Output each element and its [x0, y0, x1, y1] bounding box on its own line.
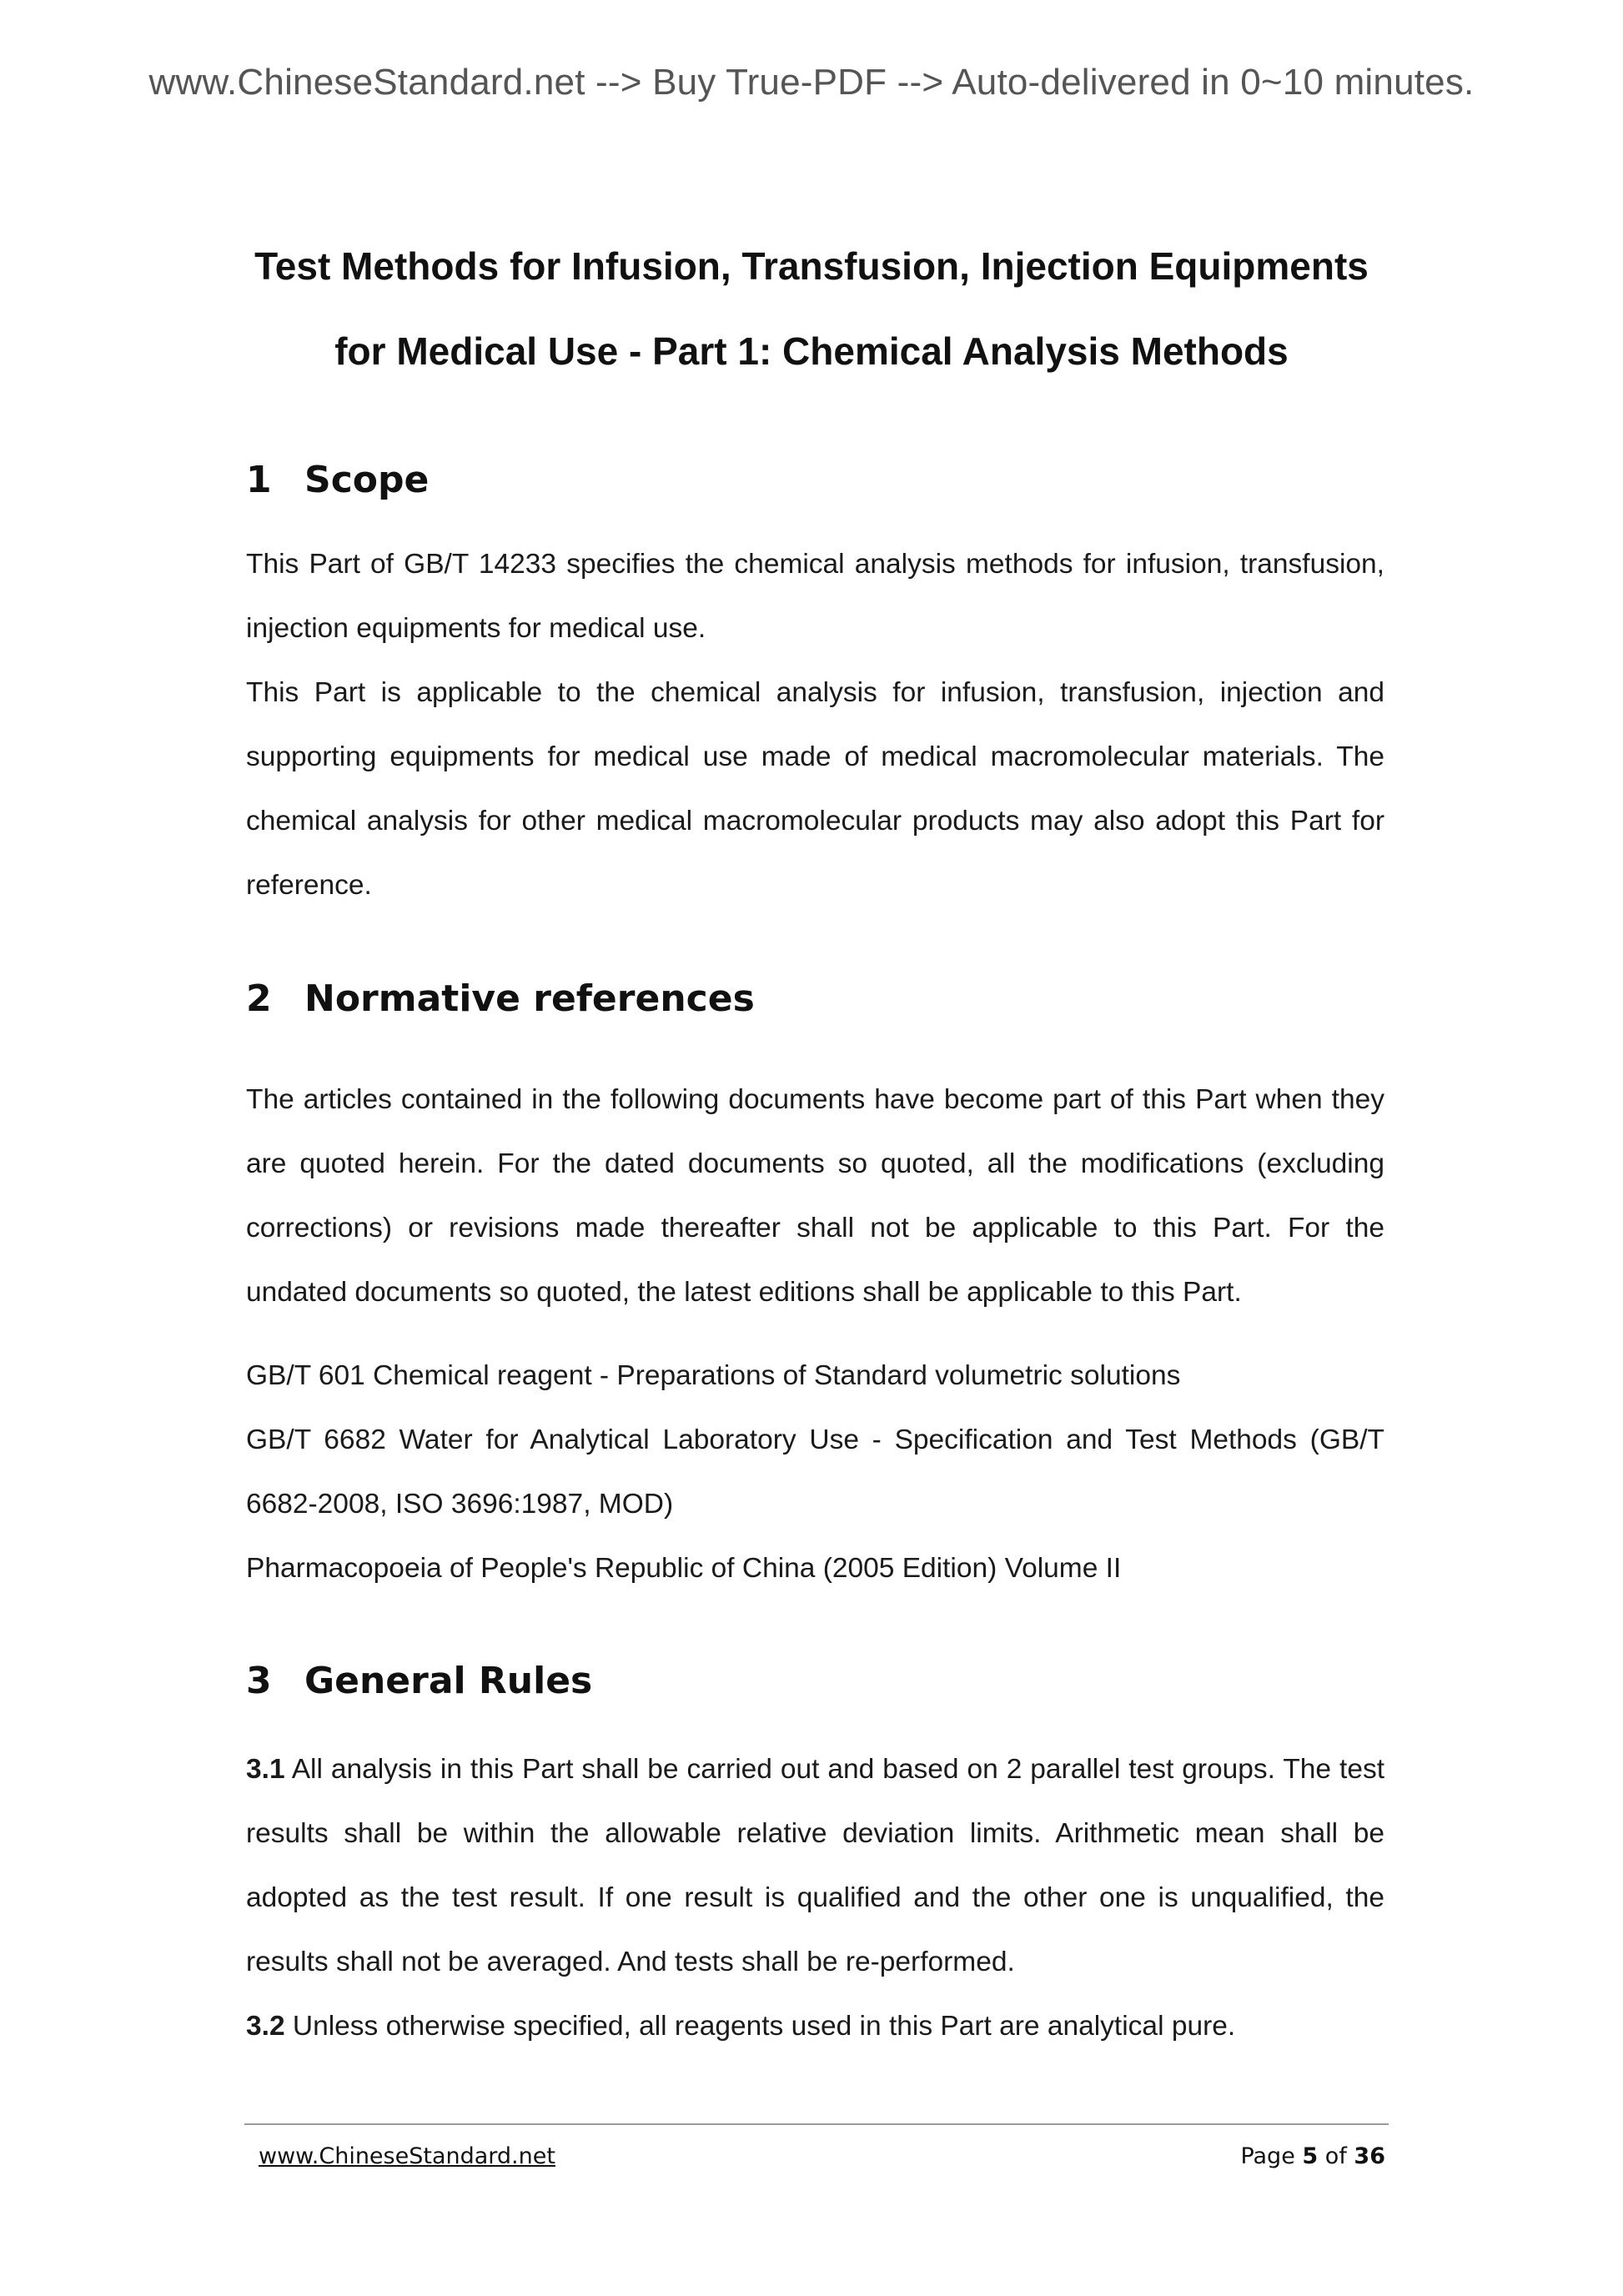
reference-item: GB/T 6682 Water for Analytical Laboratory Use - Specification and Test Methods (GB/T 6682-2008, ISO 3696:1987, MOD) [246, 1424, 1384, 1520]
document-title-line-2: for Medical Use - Part 1: Chemical Analysis Methods [334, 329, 1289, 373]
page-label: Page [1240, 2143, 1295, 2169]
general-rule-3-1 [246, 1737, 1384, 1994]
reference-item: Pharmacopoeia of People's Republic of China (2005 Edition) Volume II [246, 1553, 1122, 1584]
section-title: Normative references [304, 977, 755, 1020]
current-page: 5 [1302, 2143, 1319, 2169]
page-of-label: of [1324, 2143, 1347, 2169]
rule-text: Unless otherwise specified, all reagents used in this Part are analytical pure. [292, 2011, 1236, 2042]
rule-number: 3.1 [246, 1754, 285, 1785]
top-banner-link[interactable]: www.ChineseStandard.net --> Buy True-PDF --> Auto-delivered in 0~10 minutes. [148, 62, 1475, 103]
section-heading-normative-references [246, 977, 755, 1020]
section-heading-general-rules [246, 1660, 592, 1702]
section-title: General Rules [304, 1660, 593, 1702]
document-title-line-1: Test Methods for Infusion, Transfusion, Injection Equipments [254, 244, 1369, 288]
section-number: 2 [246, 977, 272, 1020]
section-number: 1 [246, 459, 272, 501]
total-pages: 36 [1354, 2143, 1385, 2169]
scope-paragraph-2: This Part is applicable to the chemical analysis for infusion, transfusion, injection and supporting equipments for medical use made of medical macromolecular materials. The chemical analysis for other medical macromolecular products may also adopt this Part for reference. [246, 677, 1384, 901]
footer-divider [244, 2123, 1389, 2125]
footer-website-link[interactable]: www.ChineseStandard.net [259, 2143, 555, 2169]
page-number [1240, 2143, 1385, 2169]
section-title: Scope [304, 459, 430, 501]
section-heading-scope [246, 459, 429, 501]
section-number: 3 [246, 1660, 272, 1702]
references-intro-paragraph: The articles contained in the following documents have become part of this Part when they are quoted herein. For the dated documents so quoted, all the modifications (excluding corrections) or revisions made thereafter shall not be applicable to this Part. For the undated documents so quoted, the latest editions shall be applicable to this Part. [246, 1084, 1384, 1308]
general-rule-3-2 [246, 1994, 1384, 2058]
reference-item: GB/T 601 Chemical reagent - Preparations of Standard volumetric solutions [246, 1360, 1181, 1391]
rule-number: 3.2 [246, 2011, 285, 2042]
rule-text: All analysis in this Part shall be carried out and based on 2 parallel test groups. The test results shall be within the allowable relative deviation limits. Arithmetic mean shall be adopted as the test result. If one result is qualified and the other one is unqualified, the results shall not be averaged. And tests shall be re-performed. [246, 1754, 1385, 1977]
scope-paragraph-1: This Part of GB/T 14233 specifies the chemical analysis methods for infusion, transfusion, injection equipments for medical use. [246, 549, 1384, 644]
